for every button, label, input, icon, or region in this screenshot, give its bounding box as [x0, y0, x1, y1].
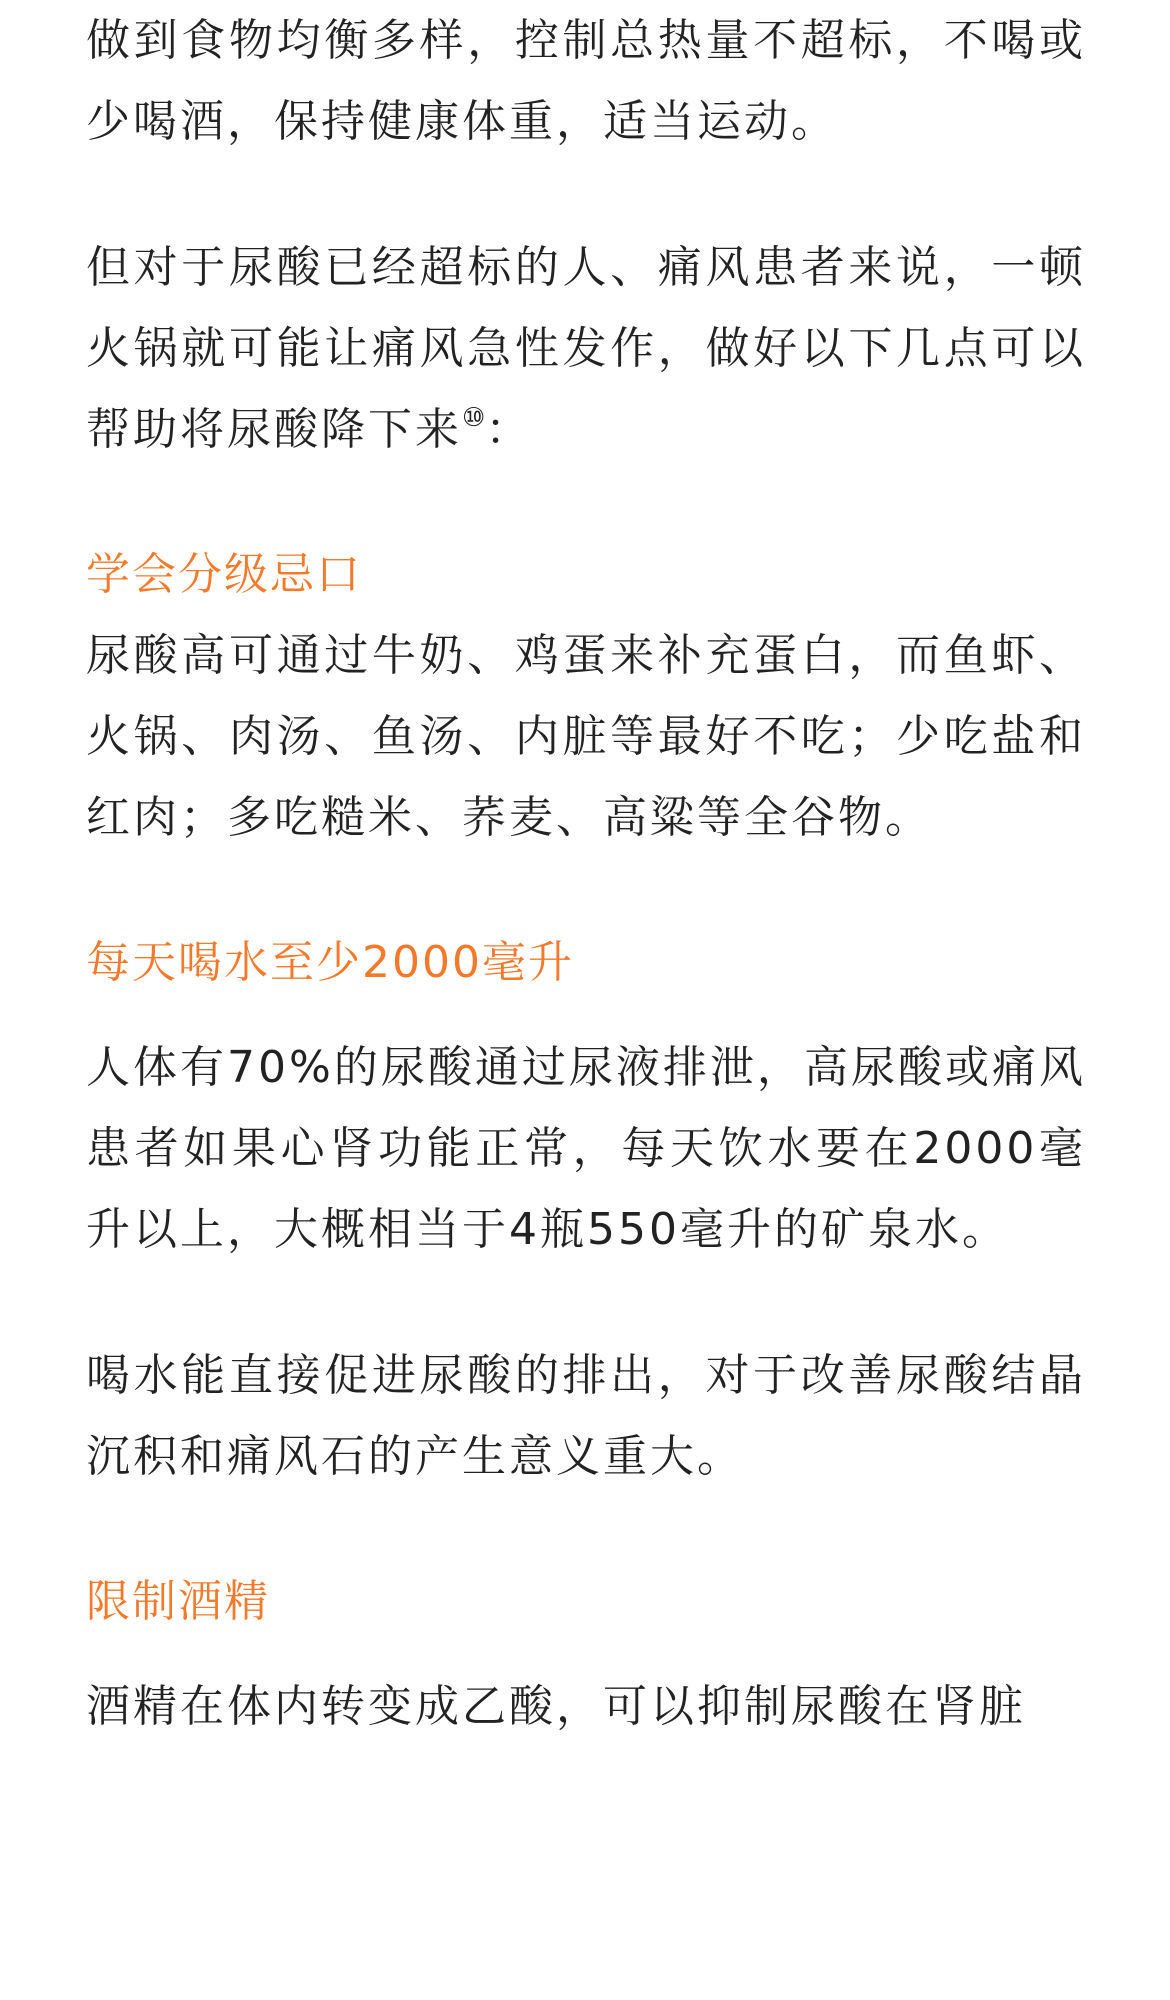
paragraph-hotpot-warning-text: 但对于尿酸已经超标的人、痛风患者来说，一顿火锅就可能让痛风急性发作，做好以下几点可以帮助将尿酸降下来	[86, 242, 1086, 455]
footnote-marker[interactable]: ⑩	[462, 403, 486, 433]
paragraph-alcohol: 酒精在体内转变成乙酸，可以抑制尿酸在肾脏	[86, 1681, 1026, 1732]
paragraph-water-intake: 人体有70%的尿酸通过尿液排泄，高尿酸或痛风患者如果心肾功能正常，每天饮水要在2000毫升以上，大概相当于4瓶550毫升的矿泉水。	[86, 1042, 1086, 1255]
section-heading-water: 每天喝水至少2000毫升	[86, 937, 574, 988]
paragraph-hotpot-warning	[86, 227, 1086, 470]
paragraph-water-benefit: 喝水能直接促进尿酸的排出，对于改善尿酸结晶沉积和痛风石的产生意义重大。	[86, 1350, 1086, 1482]
paragraph-diet-advice: 做到食物均衡多样，控制总热量不超标，不喝或少喝酒，保持健康体重，适当运动。	[86, 15, 1086, 147]
paragraph-diet-restrictions: 尿酸高可通过牛奶、鸡蛋来补充蛋白，而鱼虾、火锅、肉汤、鱼汤、内脏等最好不吃；少吃盐和红肉；多吃糙米、荞麦、高粱等全谷物。	[86, 630, 1086, 843]
section-heading-diet: 学会分级忌口	[86, 549, 362, 600]
section-heading-alcohol: 限制酒精	[86, 1576, 270, 1627]
paragraph-hotpot-warning-end: ：	[485, 404, 533, 455]
article-body	[86, 0, 1086, 1747]
